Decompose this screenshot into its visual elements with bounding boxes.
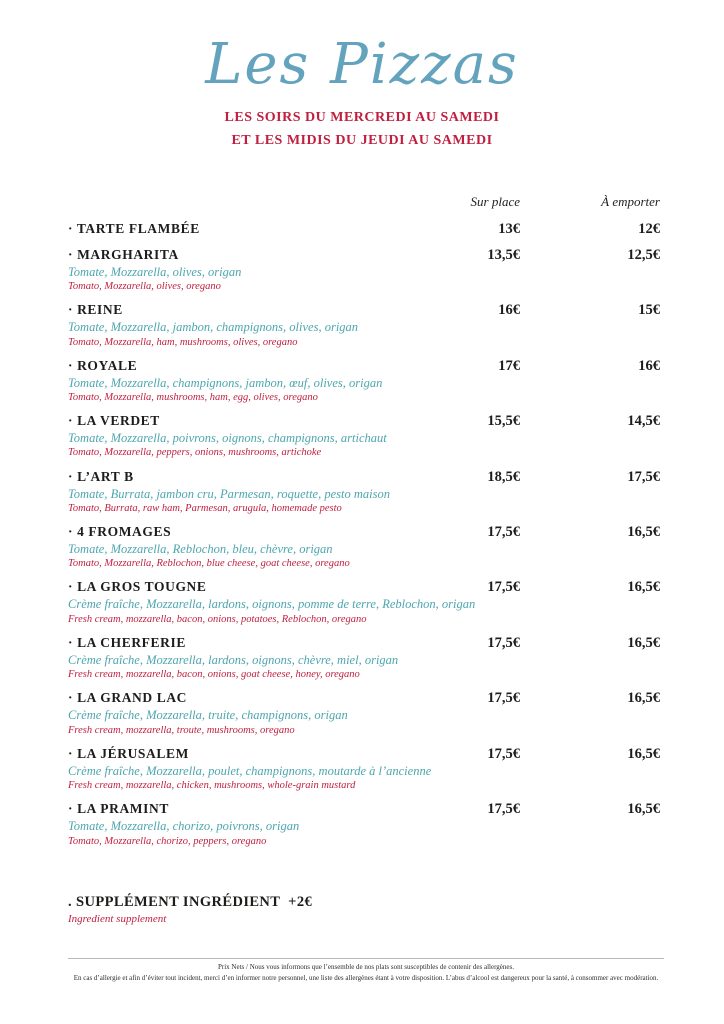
item-name: · TARTE FLAMBÉE <box>68 220 200 236</box>
item-ingredients-en: Fresh cream, mozzarella, bacon, onions, potatoes, Reblochon, oregano <box>68 613 367 625</box>
item-row <box>68 578 660 596</box>
menu-item <box>68 468 660 515</box>
item-price-emporter: 17,5€ <box>627 468 660 485</box>
item-ingredients-fr: Crème fraîche, Mozzarella, truite, champignons, origan <box>68 708 348 723</box>
supplement-subtitle: Ingredient supplement <box>68 912 167 925</box>
item-price-sur-place: 17,5€ <box>487 801 520 818</box>
menu-item <box>68 800 660 847</box>
item-ingredients-fr: Tomate, Mozzarella, olives, origan <box>68 264 242 279</box>
price-columns-header <box>68 194 660 210</box>
item-name: · L’ART B <box>68 468 134 484</box>
column-spacer <box>68 194 410 210</box>
item-row <box>68 301 660 319</box>
item-row <box>68 246 660 264</box>
item-price-emporter: 16,5€ <box>627 745 660 762</box>
item-ingredients-fr: Crème fraîche, Mozzarella, lardons, oignons, chèvre, miel, origan <box>68 652 399 667</box>
item-price-sur-place: 17,5€ <box>487 634 520 651</box>
menu-items <box>68 220 660 848</box>
subtitle-line2: ET LES MIDIS DU JEUDI AU SAMEDI <box>231 132 493 148</box>
item-name: · 4 FROMAGES <box>68 523 172 539</box>
item-ingredients-fr: Crème fraîche, Mozzarella, lardons, oignons, pomme de terre, Reblochon, origan <box>68 597 476 612</box>
menu-item <box>68 578 660 625</box>
item-name: · LA CHERFERIE <box>68 634 186 650</box>
item-row <box>68 634 660 652</box>
item-price-emporter: 12€ <box>638 220 660 237</box>
item-price-sur-place: 17,5€ <box>487 579 520 596</box>
item-price-emporter: 16,5€ <box>627 690 660 707</box>
item-name: · LA GRAND LAC <box>68 690 188 706</box>
page-title: Les Pizzas <box>205 32 519 97</box>
item-ingredients-en: Tomato, Mozzarella, mushrooms, ham, egg, olives, oregano <box>68 392 318 404</box>
item-ingredients-fr: Tomate, Mozzarella, jambon, champignons, olives, origan <box>68 320 359 335</box>
item-price-sur-place: 17€ <box>498 357 520 374</box>
menu-item <box>68 357 660 404</box>
menu-item <box>68 220 660 238</box>
item-ingredients-en: Tomato, Mozzarella, olives, oregano <box>68 281 221 293</box>
item-ingredients-fr: Crème fraîche, Mozzarella, poulet, champignons, moutarde à l’ancienne <box>68 763 432 778</box>
item-price-emporter: 16,5€ <box>627 523 660 540</box>
item-price-emporter: 12,5€ <box>627 246 660 263</box>
item-price-sur-place: 15,5€ <box>487 413 520 430</box>
item-ingredients-en: Tomato, Mozzarella, chorizo, peppers, oregano <box>68 835 267 847</box>
item-name: · MARGHARITA <box>68 246 179 262</box>
item-row <box>68 357 660 375</box>
item-name: · LA PRAMINT <box>68 801 169 817</box>
item-name: · LA GROS TOUGNE <box>68 579 207 595</box>
item-name: · LA JÉRUSALEM <box>68 745 189 761</box>
footer-line1: Prix Nets / Nous vous informons que l’ensemble de nos plats sont susceptibles de contenir des allergènes. <box>218 963 514 972</box>
item-price-emporter: 16,5€ <box>627 634 660 651</box>
item-price-sur-place: 13,5€ <box>487 246 520 263</box>
supplement-label: . SUPPLÉMENT INGRÉDIENT +2€ <box>68 893 313 910</box>
item-ingredients-fr: Tomate, Mozzarella, poivrons, oignons, champignons, artichaut <box>68 431 387 446</box>
item-ingredients-fr: Tomate, Mozzarella, chorizo, poivrons, origan <box>68 819 300 834</box>
item-price-emporter: 16€ <box>638 357 660 374</box>
item-ingredients-fr: Tomate, Burrata, jambon cru, Parmesan, roquette, pesto maison <box>68 486 390 501</box>
item-price-sur-place: 17,5€ <box>487 523 520 540</box>
page-subtitle <box>0 106 724 152</box>
item-row <box>68 468 660 486</box>
item-price-sur-place: 13€ <box>498 220 520 237</box>
item-row <box>68 800 660 818</box>
item-price-emporter: 15€ <box>638 302 660 319</box>
column-header-a-emporter: À emporter <box>601 193 660 209</box>
item-ingredients-en: Tomato, Mozzarella, peppers, onions, mushrooms, artichoke <box>68 447 322 459</box>
item-ingredients-en: Tomato, Mozzarella, ham, mushrooms, olives, oregano <box>68 336 298 348</box>
item-name: · LA VERDET <box>68 413 160 429</box>
item-price-emporter: 16,5€ <box>627 801 660 818</box>
menu-content <box>0 194 724 925</box>
item-ingredients-en: Fresh cream, mozzarella, chicken, mushrooms, whole-grain mustard <box>68 780 356 792</box>
item-price-sur-place: 16€ <box>498 302 520 319</box>
subtitle-line1: LES SOIRS DU MERCREDI AU SAMEDI <box>224 109 500 125</box>
item-row <box>68 745 660 763</box>
item-row <box>68 220 660 238</box>
menu-item <box>68 745 660 792</box>
footer-line2: En cas d’allergie et afin d’éviter tout incident, merci d’en informer notre personnel, une liste des allergènes étant à votre disposition. L’abus d’alcool est dangereux pour la santé, à consommer avec modération. <box>73 974 659 983</box>
item-ingredients-en: Fresh cream, mozzarella, bacon, onions, goat cheese, honey, oregano <box>68 669 360 681</box>
item-row <box>68 689 660 707</box>
menu-item <box>68 246 660 293</box>
item-ingredients-fr: Tomate, Mozzarella, champignons, jambon, œuf, olives, origan <box>68 375 383 390</box>
supplement-section <box>68 894 660 925</box>
item-row <box>68 412 660 430</box>
item-price-sur-place: 18,5€ <box>487 468 520 485</box>
item-ingredients-en: Tomato, Mozzarella, Reblochon, blue cheese, goat cheese, oregano <box>68 558 350 570</box>
item-price-sur-place: 17,5€ <box>487 745 520 762</box>
item-price-emporter: 16,5€ <box>627 579 660 596</box>
menu-item <box>68 689 660 736</box>
menu-item <box>68 634 660 681</box>
item-price-emporter: 14,5€ <box>627 413 660 430</box>
menu-item <box>68 301 660 348</box>
item-ingredients-fr: Tomate, Mozzarella, Reblochon, bleu, chèvre, origan <box>68 541 333 556</box>
item-name: · ROYALE <box>68 357 138 373</box>
legal-footer <box>68 958 664 984</box>
item-price-sur-place: 17,5€ <box>487 690 520 707</box>
item-row <box>68 523 660 541</box>
item-name: · REINE <box>68 302 123 318</box>
menu-item <box>68 412 660 459</box>
item-ingredients-en: Tomato, Burrata, raw ham, Parmesan, arugula, homemade pesto <box>68 502 342 514</box>
menu-item <box>68 523 660 570</box>
column-header-sur-place: Sur place <box>470 193 520 209</box>
item-ingredients-en: Fresh cream, mozzarella, troute, mushrooms, oregano <box>68 724 295 736</box>
